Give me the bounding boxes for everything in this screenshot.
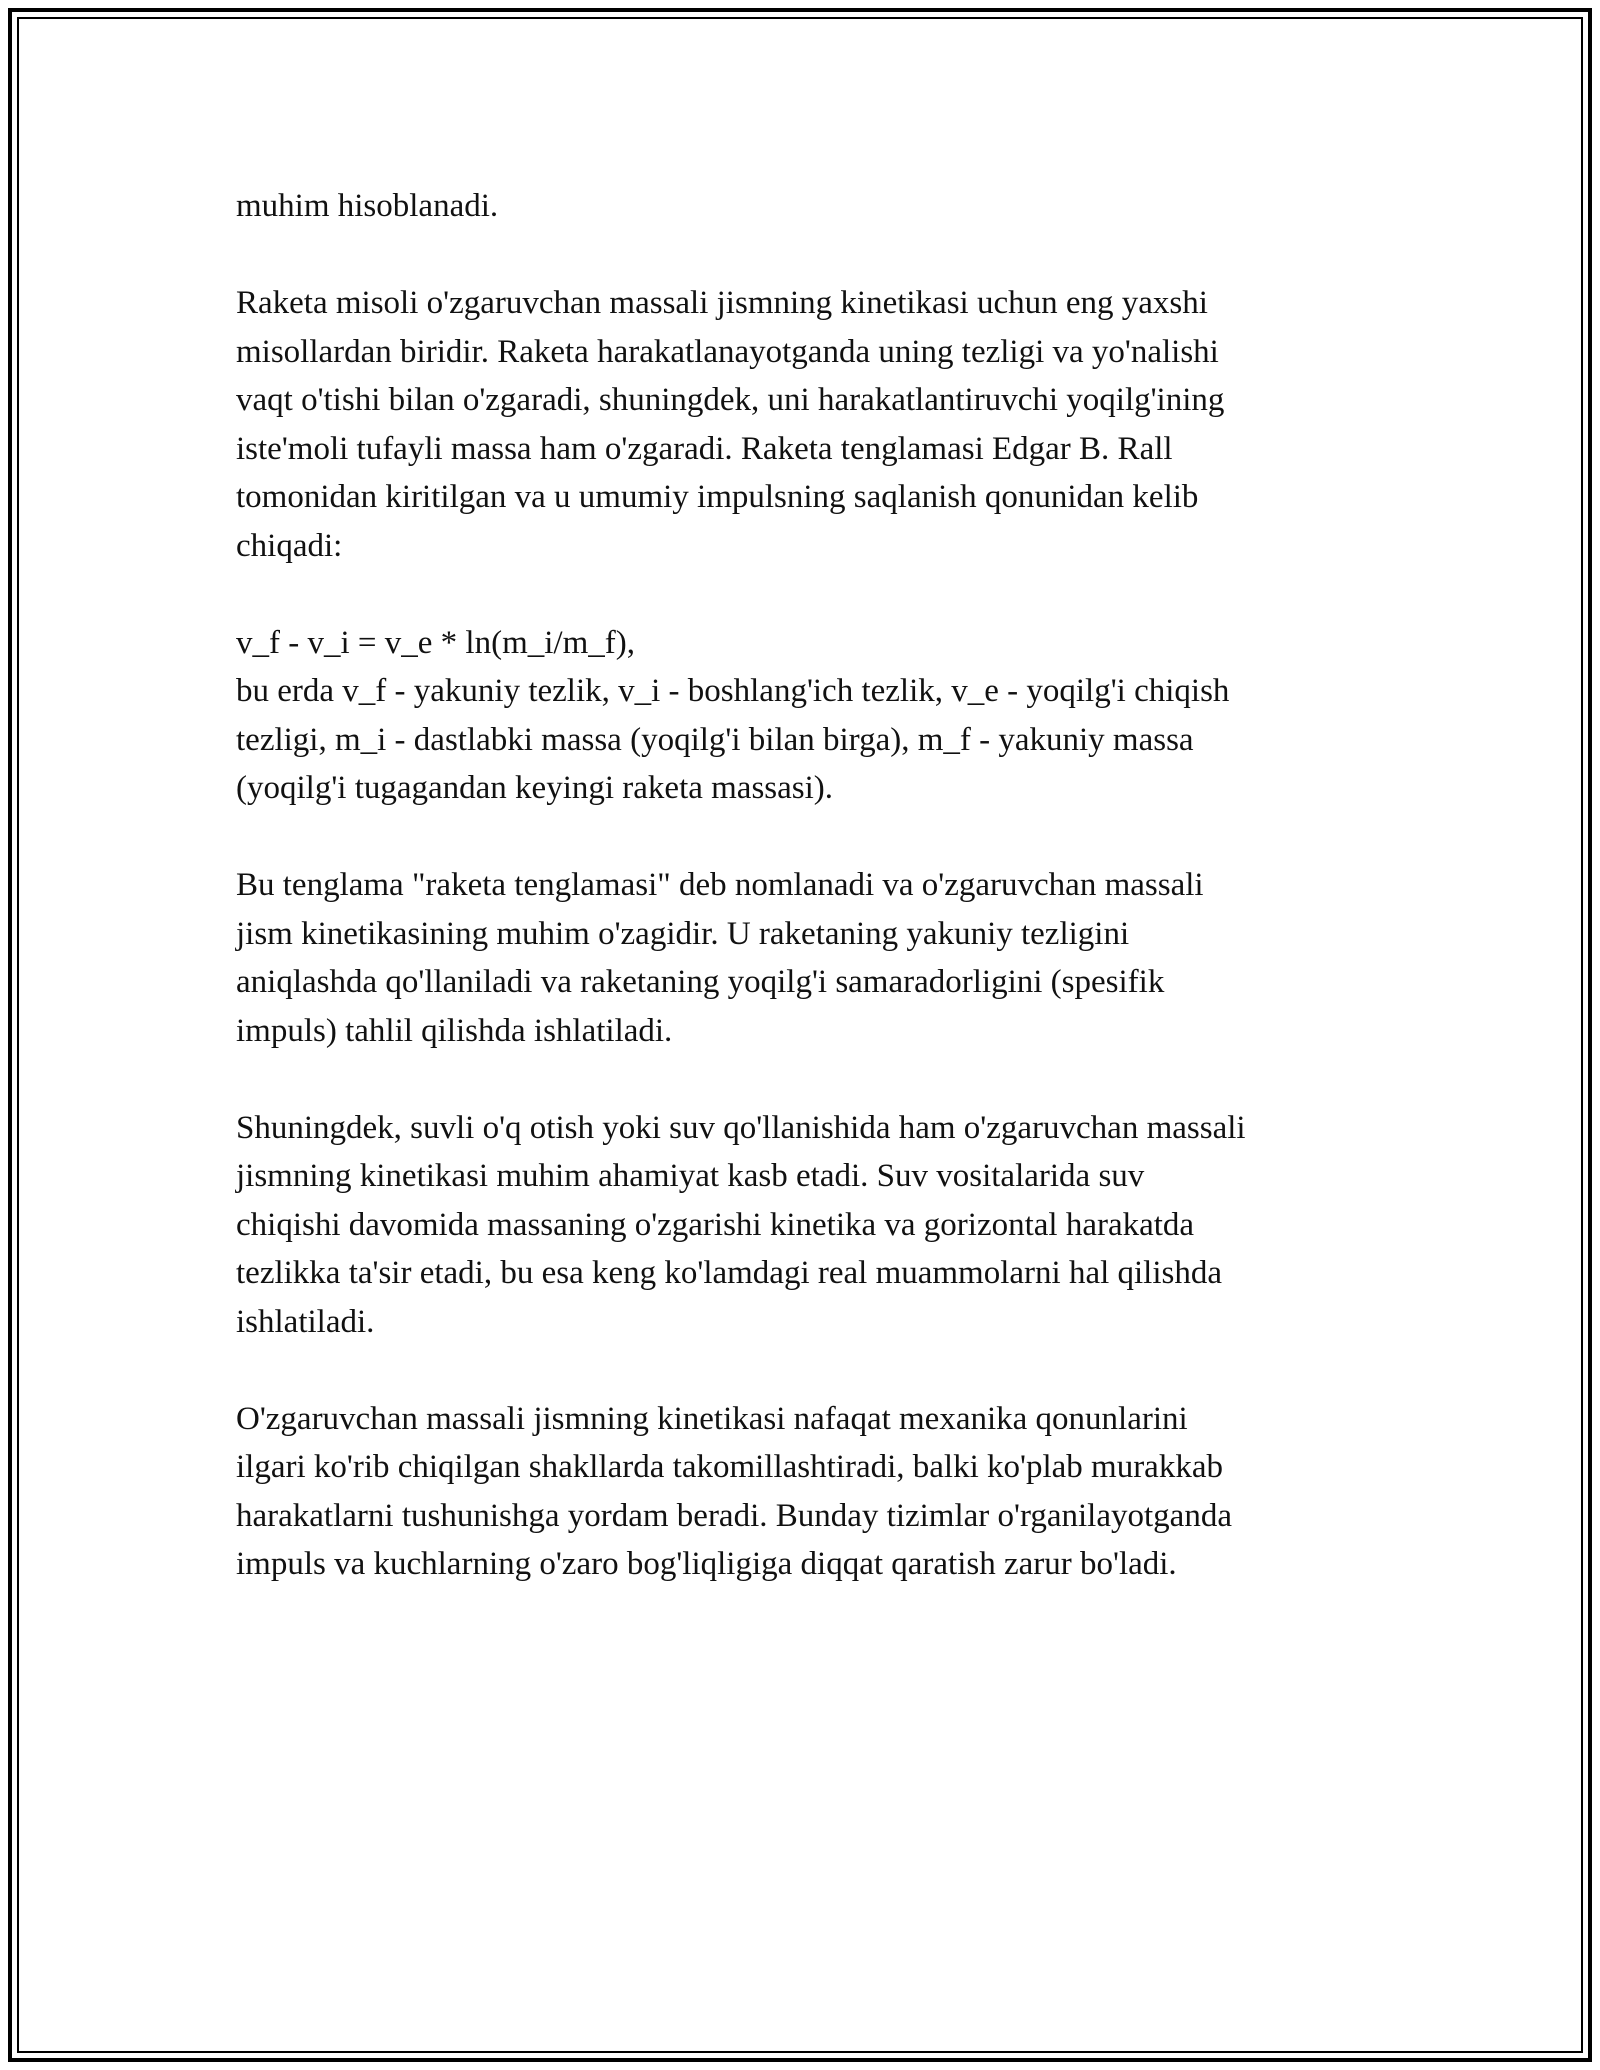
- paragraph-conclusion: O'zgaruvchan massali jismning kinetikasi nafaqat mexanika qonunlarini ilgari ko'rib chiqilgan shakllarda takomillashtiradi, balki ko'plab murakkab harakatlarni tushunishga yordam beradi. Bunday tizimlar o'rganilayotganda impuls va kuchlarning o'zaro bog'liqligiga diqqat qaratish zarur bo'ladi.: [236, 1400, 1232, 1582]
- paragraph-equation-meaning: Bu tenglama "raketa tenglamasi" deb nomlanadi va o'zgaruvchan massali jism kinetikasining muhim o'zagidir. U raketaning yakuniy tezligini aniqlashda qo'llaniladi va raketaning yoqilg'i samaradorligini (spesifik impuls) tahlil qilishda ishlatiladi.: [236, 867, 1204, 1049]
- paragraph-water-application: Shuningdek, suvli o'q otish yoki suv qo'llanishida ham o'zgaruvchan massali jismning kinetikasi muhim ahamiyat kasb etadi. Suv vositalarida suv chiqishi davomida massaning o'zgarishi kinetika va gorizontal harakatda tezlikka ta'sir etadi, bu esa keng ko'lamdagi real muammolarni hal qilishda ishlatiladi.: [236, 1109, 1246, 1340]
- paragraph-rocket-equation: v_f - v_i = v_e * ln(m_i/m_f), bu erda v_f - yakuniy tezlik, v_i - boshlang'ich tezlik, v_e - yoqilg'i chiqish tezligi, m_i - dastlabki massa (yoqilg'i bilan birga), m_f - yakuniy massa (yoqilg'i tugagandan keyingi raketa massasi).: [236, 624, 1230, 806]
- paragraph-continuation: muhim hisoblanadi.: [236, 188, 499, 224]
- paragraph-rocket-example: Raketa misoli o'zgaruvchan massali jismning kinetikasi uchun eng yaxshi misollardan biridir. Raketa harakatlanayotganda uning tezligi va yo'nalishi vaqt o'tishi bilan o'zgaradi, shuningdek, uni harakatlantiruvchi yoqilg'ining iste'moli tufayli massa ham o'zgaradi. Raketa tenglamasi Edgar B. Rall tomonidan kiritilgan va u umumiy impulsning saqlanish qonunidan kelib chiqadi:: [236, 285, 1225, 564]
- document-body: [236, 182, 1386, 1637]
